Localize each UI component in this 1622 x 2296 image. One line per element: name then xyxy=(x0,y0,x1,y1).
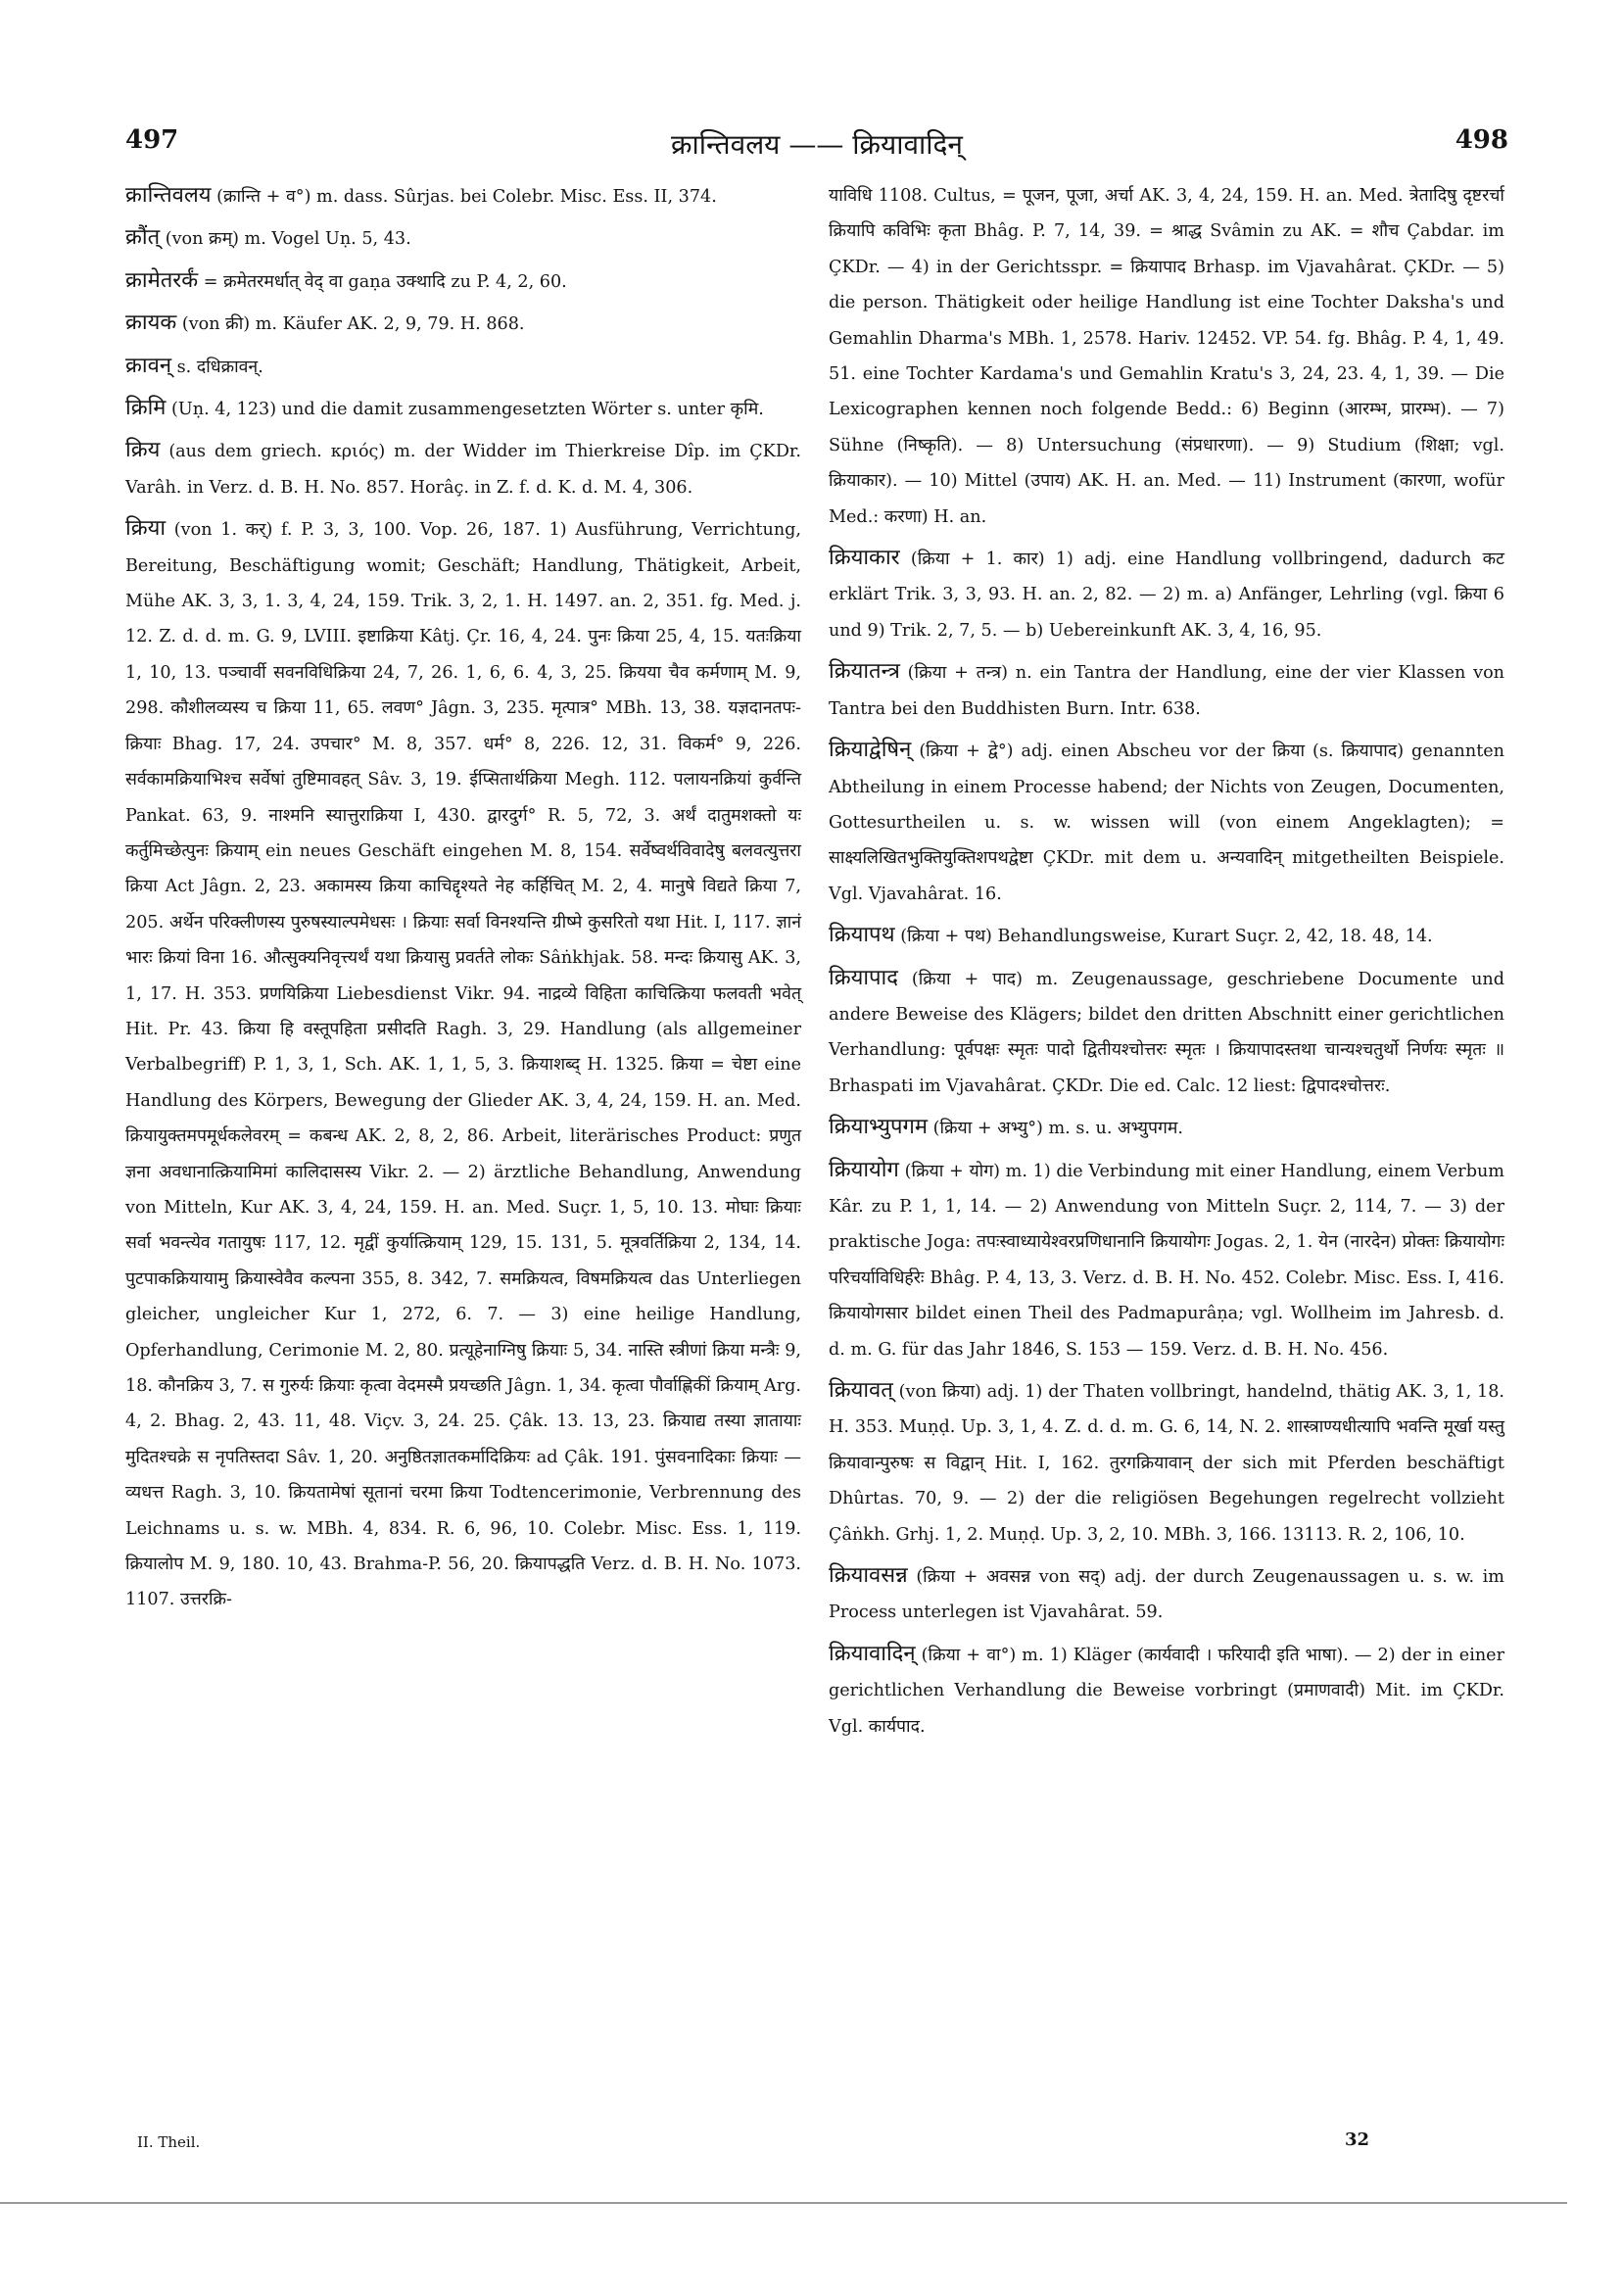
entry-body: याविधि 1108. Cultus, = पूजन, पूजा, अर्चा AK. 3, 4, 24, 159. H. an. Med. त्रेतादिषु दृष्टरर्चा क्रियापि कविभिः कृता Bhâg. P. 7, 14, 39. = श्राद्ध Svâmin zu AK. = शौच Çabdar. im ÇKDr. — 4) in der Gerichtsspr. = क्रियापाद Brhasp. im Vjavahârat. ÇKDr. — 5) die person. Thätigkeit oder heilige Handlung ist eine Tochter Daksha's und Gemahlin Dharma's MBh. 1, 2578. Hariv. 12452. VP. 54. fg. Bhâg. P. 4, 1, 49. 51. eine Tochter Kardama's und Gemahlin Kratu's 3, 24, 23. 4, 1, 39. — Die Lexicographen kennen noch folgende Bedd.: 6) Beginn (आरम्भ, प्रारम्भ). — 7) Sühne (निष्कृति). — 8) Untersuchung (संप्रधारणा). — 9) Studium (शिक्षा; vgl. क्रियाकार). — 10) Mittel (उपाय) AK. H. an. Med. — 11) Instrument (कारणा, wofür Med.: करणा) H. an. xyxy=(829,186,1504,527)
dictionary-entry xyxy=(829,1558,1504,1631)
dictionary-entry xyxy=(829,733,1504,912)
entry-headword: क्रियाभ्युपगम xyxy=(829,1115,929,1140)
dictionary-entry xyxy=(125,391,801,427)
dictionary-entry xyxy=(125,220,801,257)
entry-headword: क्रावन् xyxy=(125,353,172,378)
dictionary-entry xyxy=(125,306,801,342)
entry-headword: क्रियावसन्न xyxy=(829,1563,908,1589)
entry-headword: क्रिय xyxy=(125,438,161,463)
entry-body: (von क्रिया) adj. 1) der Thaten vollbringt, handelnd, thätig AK. 3, 1, 18. H. 353. Muṇḍ. Up. 3, 1, 4. Z. d. d. m. G. 6, 14, N. 2. शास्त्राण्यधीत्यापि भवन्ति मूर्खा यस्तु क्रियावान्पुरुषः स विद्वान् Hit. I, 162. तुरगक्रियावान् der sich mit Pferden beschäftigt Dhûrtas. 70, 9. — 2) der die religiösen Begehungen regelrecht vollzieht Çâṅkh. Grhj. 1, 2. Muṇḍ. Up. 3, 2, 10. MBh. 3, 166. 13113. R. 2, 106, 10. xyxy=(829,1382,1505,1545)
entry-body: (क्रिया + द्वे°) adj. einen Abscheu vor der क्रिया (s. क्रियापाद) genannten Abtheilung in einem Processe habend; der Nichts von Zeugen, Documenten, Gottesurtheilen u. s. w. wissen will (von einem Angeklagten); = साक्ष्यलिखितभुक्तियुक्तिशपथद्वेष्टा ÇKDr. mit dem u. अन्यवादिन् mitgetheilten Beispiele. Vgl. Vjavahârat. 16. xyxy=(829,741,1505,904)
entry-body: (क्रिया + 1. कार) 1) adj. eine Handlung vollbringend, dadurch कट erklärt Trik. 3, 3, 93. H. an. 2, 82. — 2) m. a) Anfänger, Lehrling (vgl. क्रिया 6 und 9) Trik. 2, 7, 5. — b) Uebereinkunft AK. 3, 4, 16, 95. xyxy=(829,550,1504,641)
entry-body: = क्रमेतरमर्धात् वेद् वा gaṇa उक्थादि zu P. 4, 2, 60. xyxy=(203,271,567,292)
entry-headword: क्रामेतरर्कं xyxy=(125,267,199,293)
bottom-rule xyxy=(0,2202,1567,2204)
dictionary-entry xyxy=(829,1153,1504,1367)
entry-body: (aus dem griech. κριός) m. der Widder im Thierkreise Dîp. im ÇKDr. Varâh. in Verz. d. B. H. No. 857. Horâç. in Z. f. d. K. d. M. 4, 306. xyxy=(125,442,801,498)
dictionary-entry xyxy=(125,433,801,505)
dictionary-entry xyxy=(829,178,1504,535)
entry-body: (क्रिया + वा°) m. 1) Kläger (कार्यवादी । फरियादी इति भाषा). — 2) der in einer gerichtlichen Verhandlung die Beweise vorbringt (प्रमाणवादी) Mit. im ÇKDr. Vgl. कार्यपाद. xyxy=(829,1645,1505,1737)
entry-headword: क्रिया xyxy=(125,516,167,542)
entry-headword: क्रियाकार xyxy=(829,546,900,571)
dictionary-entry xyxy=(125,349,801,385)
dictionary-entry xyxy=(125,263,801,300)
entry-body: (क्रिया + पाद) m. Zeugenaussage, geschriebene Documente und andere Beweise des Klägers; bildet den dritten Abschnitt einer gerichtlichen Verhandlung: पूर्वपक्षः स्मृतः पादो द्वितीयश्चोत्तरः स्मृतः । क्रियापादस्तथा चान्यश्चतुर्थो निर्णयः स्मृतः ॥ Brhaspati im Vjavahârat. ÇKDr. Die ed. Calc. 12 liest: द्विपादश्चोत्तरः. xyxy=(829,969,1505,1096)
entry-headword: क्रियावत् xyxy=(829,1378,893,1403)
left-column xyxy=(125,178,801,1624)
dictionary-entry xyxy=(829,1110,1504,1146)
entry-headword: क्रिमि xyxy=(125,396,167,421)
entry-body: (क्रिया + योग) m. 1) die Verbindung mit einer Handlung, einem Verbum Kâr. zu P. 1, 1, 14. — 2) Anwendung von Mitteln Suçr. 2, 114, 7. — 3) der praktische Joga: तपःस्वाध्यायेश्वरप्रणिधानानि क्रियायोगः Jogas. 2, 1. येन (नारदेन) प्रोक्तः क्रियायोगः परिचर्याविधिर्हरेः Bhâg. P. 4, 13, 3. Verz. d. B. H. No. 452. Colebr. Misc. Ess. I, 416. क्रियायोगसार bildet einen Theil des Padmapurâṇa; vgl. Wollheim im Jahresb. d. d. m. G. für das Jahr 1846, S. 153 — 159. Verz. d. B. H. No. 456. xyxy=(829,1161,1504,1360)
entry-headword: क्रियायोग xyxy=(829,1157,899,1182)
dictionary-entry xyxy=(829,654,1504,727)
entry-body: (क्रान्ति + व°) m. dass. Sûrjas. bei Colebr. Misc. Ess. II, 374. xyxy=(216,187,717,207)
entry-headword: क्रियाद्वेषिन् xyxy=(829,738,912,763)
running-head: क्रान्तिवलय —— क्रियावादिन् xyxy=(671,128,963,161)
entry-headword: क्रायक xyxy=(125,311,177,336)
page-number-right: 498 xyxy=(1455,125,1508,155)
page-number-left: 497 xyxy=(125,125,179,155)
dictionary-entry xyxy=(829,918,1504,954)
signature-mark: II. Theil. xyxy=(137,2133,201,2151)
entry-body: (क्रिया + तन्त्र) n. ein Tantra der Handlung, eine der vier Klassen von Tantra bei den Buddhisten Burn. Intr. 638. xyxy=(829,663,1505,719)
entry-body: s. दधिक्रावन्. xyxy=(176,357,263,377)
dictionary-entry xyxy=(125,511,801,1618)
entry-body: (von 1. कर्) f. P. 3, 3, 100. Vop. 26, 187. 1) Ausführung, Verrichtung, Bereitung, Beschäftigung womit; Geschäft; Handlung, Thätigkeit, Arbeit, Mühe AK. 3, 3, 1. 3, 4, 24, 159. Trik. 3, 2, 1. H. 1497. an. 2, 351. fg. Med. j. 12. Z. d. d. m. G. 9, LVIII. इष्टाक्रिया Kâtj. Çr. 16, 4, 24. पुनः क्रिया 25, 4, 15. यतःक्रिया 1, 10, 13. पञ्चार्वी सवनविधिक्रिया 24, 7, 26. 1, 6, 6. 4, 3, 25. क्रियया चैव कर्मणाम् M. 9, 298. कौशीलव्यस्य च क्रिया 11, 65. लवण° Jâgn. 3, 235. मृत्पात्र° MBh. 13, 38. यज्ञदानतपः-क्रियाः Bhag. 17, 24. उपचार° M. 8, 357. धर्म° 8, 226. 12, 31. विकर्म° 9, 226. सर्वकामक्रियाभिश्च सर्वेषां तुष्टिमावहत् Sâv. 3, 19. ईप्सितार्थक्रिया Megh. 112. पलायनक्रियां कुर्वन्ति Pankat. 63, 9. नाश्मनि स्यात्तुराक्रिया I, 430. द्वारदुर्ग° R. 5, 72, 3. अर्थं दातुमशक्तो यः कर्तुमिच्छेत्पुनः क्रियाम् ein neues Geschäft eingehen M. 8, 154. सर्वेष्वर्थविवादेषु बलवत्युत्तरा क्रिया Act Jâgn. 2, 23. अकामस्य क्रिया काचिद्दृश्यते नेह कर्हिचित् M. 2, 4. मानुषे विद्यते क्रिया 7, 205. अर्थेन परिक्लीणस्य पुरुषस्याल्पमेधसः । क्रियाः सर्वा विनश्यन्ति ग्रीष्मे कुसरितो यथा Hit. I, 117. ज्ञानं भारः क्रियां विना 16. औत्सुक्यनिवृत्त्यर्थं यथा क्रियासु प्रवर्तते लोकः Sâṅkhjak. 58. मन्दः क्रियासु AK. 3, 1, 17. H. 353. प्रणयिक्रिया Liebesdienst Vikr. 94. नाद्रव्ये विहिता काचित्क्रिया फलवती भवेत् Hit. Pr. 43. क्रिया हि वस्तूपहिता प्रसीदति Ragh. 3, 29. Handlung (als allgemeiner Verbalbegriff) P. 1, 3, 1, Sch. AK. 1, 1, 5, 3. क्रियाशब्द् H. 1325. क्रिया = चेष्टा eine Handlung des Körpers, Bewegung der Glieder AK. 3, 4, 24, 159. H. an. Med. क्रियायुक्तमपमूर्धकलेवरम् = कबन्ध AK. 2, 8, 2, 86. Arbeit, literärisches Product: प्रणुत ज्ञना अवधानात्क्रियामिमां कालिदासस्य Vikr. 2. — 2) ärztliche Behandlung, Anwendung von Mitteln, Kur AK. 3, 4, 24, 159. H. an. Med. Suçr. 1, 5, 10. 13. मोघाः क्रियाः सर्वा भवन्त्येव गतायुषः 117, 12. मृद्वीं कुर्यात्क्रियाम् 129, 15. 131, 5. मूत्रवर्तिक्रिया 2, 134, 14. पुटपाकक्रियायामु क्रियास्वेवैव कल्पना 355, 8. 342, 7. समक्रियत्व, विषमक्रियत्व das Unterliegen gleicher, ungleicher Kur 1, 272, 6. 7. — 3) eine heilige Handlung, Opferhandlung, Cerimonie M. 2, 80. प्रत्यूहेनाग्निषु क्रियाः 5, 34. नास्ति स्त्रीणां क्रिया मन्त्रैः 9, 18. कौनक्रिय 3, 7. स गुरुर्यः क्रियाः कृत्वा वेदमस्मै प्रयच्छति Jâgn. 1, 34. कृत्वा पौर्वाह्णिकीं क्रियाम् Arg. 4, 2. Bhag. 2, 43. 11, 48. Viçv. 3, 24. 25. Çâk. 13. 13, 23. क्रियाद्य तस्या ज्ञातायाः मुदितश्चक्रे स नृपतिस्तदा Sâv. 1, 20. अनुष्ठितज्ञातकर्मादिक्रियः ad Çâk. 191. पुंसवनादिकाः क्रियाः — व्यधत्त Ragh. 3, 10. क्रियतामेषां सूतानां चरमा क्रिया Todtencerimonie, Verbrennung des Leichnams u. s. w. MBh. 4, 834. R. 6, 96, 10. Colebr. Misc. Ess. 1, 119. क्रियालोप M. 9, 180. 10, 43. Brahma-P. 56, 20. क्रियापद्धति Verz. d. B. H. No. 1073. 1107. उत्तरक्रि- xyxy=(125,520,802,1610)
entry-headword: क्रौंत् xyxy=(125,225,161,251)
entry-body: (क्रिया + अवसन्न von सद्) adj. der durch Zeugenaussagen u. s. w. im Process unterlegen ist Vjavahârat. 59. xyxy=(829,1567,1504,1623)
page-header xyxy=(125,125,1508,165)
entry-body: (क्रिया + अभ्यु°) m. s. u. अभ्युपगम. xyxy=(932,1119,1184,1139)
entry-headword: क्रियावादिन् xyxy=(829,1641,916,1666)
dictionary-entry xyxy=(829,1373,1504,1553)
dictionary-entry xyxy=(829,961,1504,1105)
entry-body: (von क्री) m. Käufer AK. 2, 9, 79. H. 868. xyxy=(181,314,525,335)
entry-headword: क्रियापाद xyxy=(829,965,898,990)
dictionary-entry xyxy=(829,1637,1504,1745)
entry-headword: क्रियातन्त्र xyxy=(829,659,900,685)
right-column xyxy=(829,178,1504,1750)
entry-body: (von क्रम्) m. Vogel Uṇ. 5, 43. xyxy=(165,229,411,250)
entry-headword: क्रियापथ xyxy=(829,923,895,948)
entry-body: (क्रिया + पथ) Behandlungsweise, Kurart Suçr. 2, 42, 18. 48, 14. xyxy=(900,927,1433,947)
sheet-number: 32 xyxy=(1345,2129,1370,2150)
dictionary-entry xyxy=(125,178,801,215)
dictionary-entry xyxy=(829,541,1504,648)
entry-headword: क्रान्तिवलय xyxy=(125,183,212,208)
entry-body: (Uṇ. 4, 123) und die damit zusammengesetzten Wörter s. unter कृमि. xyxy=(171,400,764,420)
